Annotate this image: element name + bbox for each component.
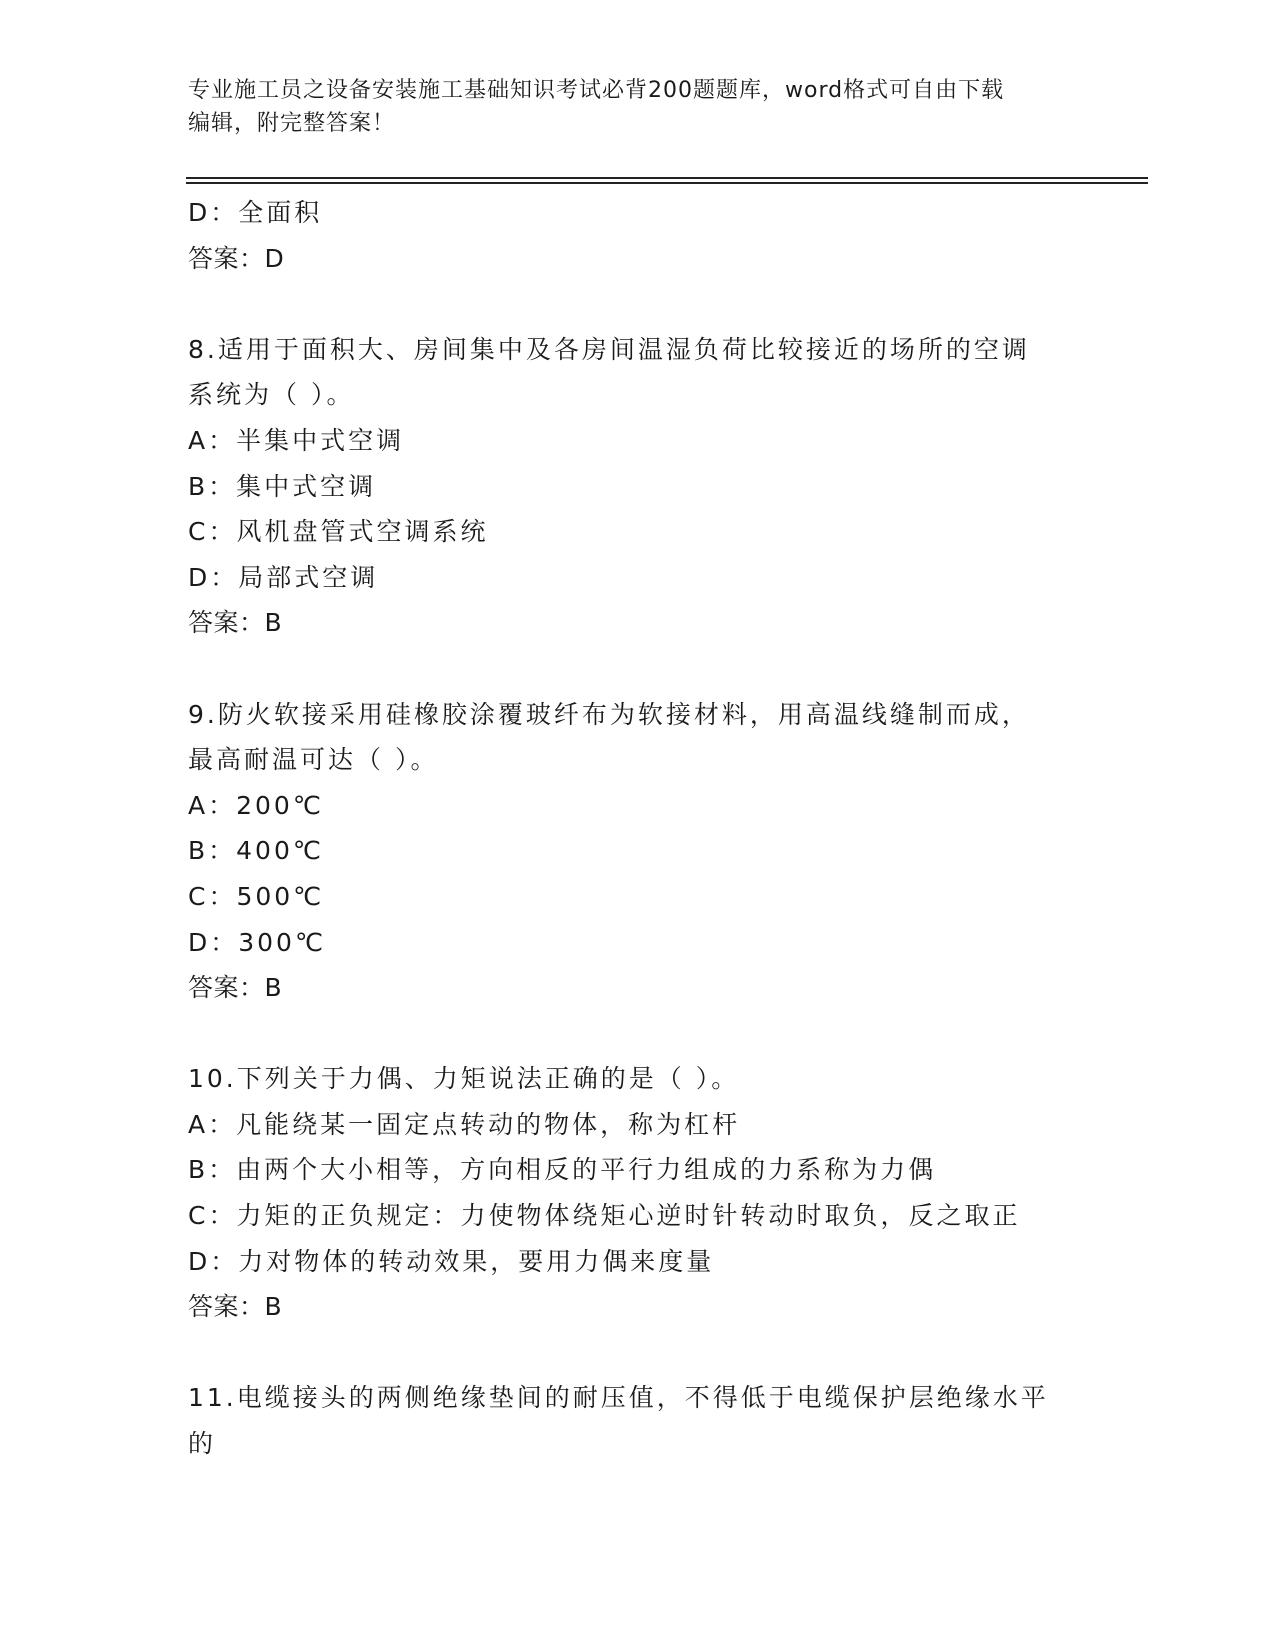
question-stem-line-1: 11.电缆接头的两侧绝缘垫间的耐压值，不得低于电缆保护层绝缘水平	[188, 1383, 1049, 1413]
spacer	[188, 646, 1088, 692]
option-c: C：500℃	[188, 881, 325, 911]
question-stem-line-2: 的	[188, 1429, 217, 1459]
option-a: A：半集中式空调	[188, 425, 405, 455]
option-b: B：400℃	[188, 836, 324, 866]
answer-line: 答案：B	[188, 608, 283, 638]
question-8	[188, 327, 1088, 646]
answer-line: 答案：B	[188, 1292, 283, 1322]
header-divider-bottom	[186, 182, 1148, 184]
page-header	[188, 74, 1068, 140]
question-9	[188, 692, 1088, 1011]
option-d: D：300℃	[188, 927, 327, 957]
spacer	[188, 1011, 1088, 1057]
header-divider-top	[186, 177, 1148, 179]
answer-line: 答案：B	[188, 973, 283, 1003]
option-b: B：集中式空调	[188, 471, 377, 501]
question-stem-line-2: 最高耐温可达（ ）。	[188, 745, 439, 775]
header-line-1: 专业施工员之设备安装施工基础知识考试必背200题题库，word格式可自由下载	[188, 78, 1005, 103]
spacer	[188, 1330, 1088, 1376]
option-d: D：力对物体的转动效果，要用力偶来度量	[188, 1246, 715, 1276]
question-11	[188, 1375, 1088, 1466]
option-d: D：局部式空调	[188, 562, 379, 592]
option-c: C：力矩的正负规定：力使物体绕矩心逆时针转动时取负，反之取正	[188, 1201, 1021, 1231]
answer-line: 答案：D	[188, 243, 285, 273]
previous-question-tail	[188, 190, 1088, 281]
question-stem-line-1: 9.防火软接采用硅橡胶涂覆玻纤布为软接材料，用高温线缝制而成，	[188, 699, 1030, 729]
option-c: C：风机盘管式空调系统	[188, 517, 489, 547]
question-stem-line-1: 10.下列关于力偶、力矩说法正确的是（ ）。	[188, 1064, 740, 1094]
option-b: B：由两个大小相等，方向相反的平行力组成的力系称为力偶	[188, 1155, 937, 1185]
option-d: D：全面积	[188, 198, 323, 227]
option-a: A：凡能绕某一固定点转动的物体，称为杠杆	[188, 1109, 741, 1139]
question-list	[188, 190, 1088, 1467]
header-line-2: 编辑，附完整答案！	[188, 111, 396, 136]
spacer	[188, 281, 1088, 327]
option-a: A：200℃	[188, 790, 324, 820]
question-stem-line-2: 系统为（ ）。	[188, 380, 355, 410]
question-10	[188, 1056, 1088, 1330]
question-stem-line-1: 8.适用于面积大、房间集中及各房间温湿负荷比较接近的场所的空调	[188, 334, 1030, 364]
